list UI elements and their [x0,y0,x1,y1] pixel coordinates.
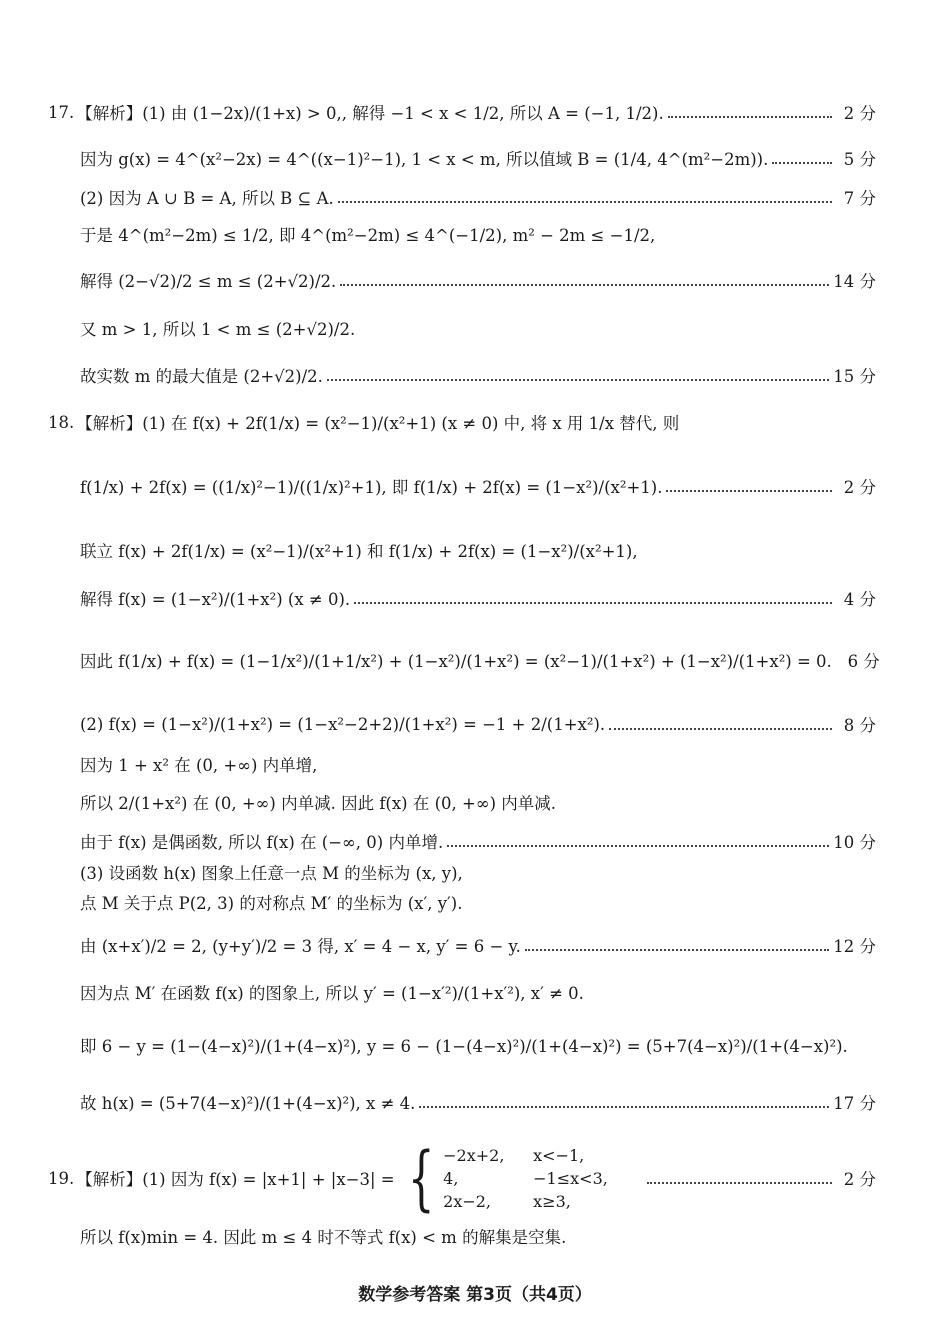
p17-line-3-text: (2) 因为 A ∪ B = A, 所以 B ⊆ A. [80,189,334,208]
p17-line-1 [48,92,876,132]
p18-line-2 [80,466,876,506]
dot-leader [525,949,829,951]
p17-line-3 [80,177,876,217]
problem-number: 18. [48,412,75,432]
case-cond: x≥3, [533,1191,571,1211]
p18-line-4 [80,578,876,618]
piecewise-function [399,1137,644,1219]
p17-line-4 [80,214,876,254]
p18-line-8 [80,782,876,822]
p17-line-5 [80,260,876,300]
case-expr: −2x+2, [443,1145,505,1165]
dot-leader [327,379,829,381]
score: 4 分 [843,590,876,609]
dot-leader [338,201,832,203]
score: 10 分 [833,833,876,852]
analysis-tag: 【解析】 [76,104,143,123]
p19-line-1-text: (1) 因为 f(x) = |x+1| + |x−3| = [142,1170,395,1189]
p17-line-6 [80,308,876,348]
p18-line-1-text: (1) 在 f(x) + 2f(1/x) = (x²−1)/(x²+1) (x ≠ 0) 中, 将 x 用 1/x 替代, 则 [142,414,680,433]
p18-line-14 [80,1025,876,1065]
dot-leader [772,162,832,164]
page-footer: 数学参考答案 第3页（共4页） [358,1285,592,1305]
p18-line-5-text: 因此 f(1/x) + f(x) = (1−1/x²)/(1+1/x²) + (1−x²)/(1+x²) = (x²−1)/(1+x²) + (1−x²)/(1+x²) = 0. [80,652,832,671]
score: 2 分 [843,104,876,123]
case-expr: 4, [443,1168,459,1188]
p18-line-6-text: (2) f(x) = (1−x²)/(1+x²) = (1−x²−2+2)/(1+x²) = −1 + 2/(1+x²). [80,714,606,734]
p17-line-2 [80,138,876,178]
p19-line-2 [80,1216,876,1256]
p17-line-5-text: 解得 (2−√2)/2 ≤ m ≤ (2+√2)/2. [80,272,337,291]
p18-line-5 [80,640,880,680]
score: 7 分 [843,189,876,208]
p18-line-2-text: f(1/x) + 2f(x) = ((1/x)²−1)/((1/x)²+1), 即 f(1/x) + 2f(x) = (1−x²)/(x²+1). [80,478,663,497]
p19-line-2-text: 所以 f(x)min = 4. 因此 m ≤ 4 时不等式 f(x) < m 的解集是空集. [80,1228,567,1247]
p18-line-11 [80,882,876,922]
p18-line-8-text: 所以 2/(1+x²) 在 (0, +∞) 内单减. 因此 f(x) 在 (0, +∞) 内单减. [80,794,557,813]
p18-line-7 [80,744,876,784]
problem-number: 17. [48,102,75,122]
score: 12 分 [833,937,876,956]
p19-line-1 [48,1137,876,1219]
analysis-tag: 【解析】 [76,1170,143,1189]
p18-line-13-text: 因为点 M′ 在函数 f(x) 的图象上, 所以 y′ = (1−x′²)/(1+x′²), x′ ≠ 0. [80,984,584,1003]
dot-leader [666,490,832,492]
score: 15 分 [833,367,876,386]
p17-line-1-text: (1) 由 (1−2x)/(1+x) > 0,, 解得 −1 < x < 1/2, 所以 A = (−1, 1/2). [142,104,664,123]
score: 6 分 [847,652,880,671]
p18-line-7-text: 因为 1 + x² 在 (0, +∞) 内单增, [80,756,318,775]
p18-line-9-text: 由于 f(x) 是偶函数, 所以 f(x) 在 (−∞, 0) 内单增. [80,833,444,852]
p18-line-3-text: 联立 f(x) + 2f(1/x) = (x²−1)/(x²+1) 和 f(1/x) + 2f(x) = (1−x²)/(x²+1), [80,542,638,561]
p18-line-1 [48,402,876,442]
left-brace: { [407,1137,435,1219]
p17-line-4-text: 于是 4^(m²−2m) ≤ 1/2, 即 4^(m²−2m) ≤ 4^(−1/2), m² − 2m ≤ −1/2, [80,226,656,245]
analysis-tag: 【解析】 [76,414,143,433]
dot-leader [354,602,832,604]
p18-line-12 [80,925,876,965]
p17-line-7-text: 故实数 m 的最大值是 (2+√2)/2. [80,367,323,386]
p17-line-2-text: 因为 g(x) = 4^(x²−2x) = 4^((x−1)²−1), 1 < x < m, 所以值域 B = (1/4, 4^(m²−2m)). [80,150,769,169]
dot-leader [447,845,829,847]
score: 2 分 [843,478,876,497]
score: 8 分 [843,716,876,735]
p17-line-7 [80,355,876,395]
case-cond: −1≤x<3, [533,1168,608,1188]
score: 17 分 [833,1094,876,1113]
p18-line-6 [80,704,876,744]
dot-leader [419,1106,829,1108]
p18-line-11-text: 点 M 关于点 P(2, 3) 的对称点 M′ 的坐标为 (x′, y′). [80,894,463,913]
problem-number: 19. [48,1168,75,1188]
p17-line-6-text: 又 m > 1, 所以 1 < m ≤ (2+√2)/2. [80,320,356,339]
case-expr: 2x−2, [443,1191,492,1211]
dot-leader [668,116,832,118]
case-cond: x<−1, [533,1145,585,1165]
dot-leader [647,1182,832,1184]
p18-line-3 [80,530,876,570]
p18-line-4-text: 解得 f(x) = (1−x²)/(1+x²) (x ≠ 0). [80,590,351,609]
p18-line-13 [80,972,876,1012]
score: 2 分 [843,1170,876,1189]
dot-leader [340,284,829,286]
p18-line-15-text: 故 h(x) = (5+7(4−x)²)/(1+(4−x)²), x ≠ 4. [80,1094,416,1113]
score: 14 分 [833,272,876,291]
p18-line-12-text: 由 (x+x′)/2 = 2, (y+y′)/2 = 3 得, x′ = 4 − x, y′ = 6 − y. [80,937,521,956]
dot-leader [609,728,832,730]
p18-line-15 [80,1082,876,1122]
piecewise-cases [443,1146,643,1211]
score: 5 分 [843,150,876,169]
p18-line-14-text: 即 6 − y = (1−(4−x)²)/(1+(4−x)²), y = 6 − (1−(4−x)²)/(1+(4−x)²) = (5+7(4−x)²)/(1+(4−x)²). [80,1037,848,1056]
p18-line-10-text: (3) 设函数 h(x) 图象上任意一点 M 的坐标为 (x, y), [80,864,463,883]
